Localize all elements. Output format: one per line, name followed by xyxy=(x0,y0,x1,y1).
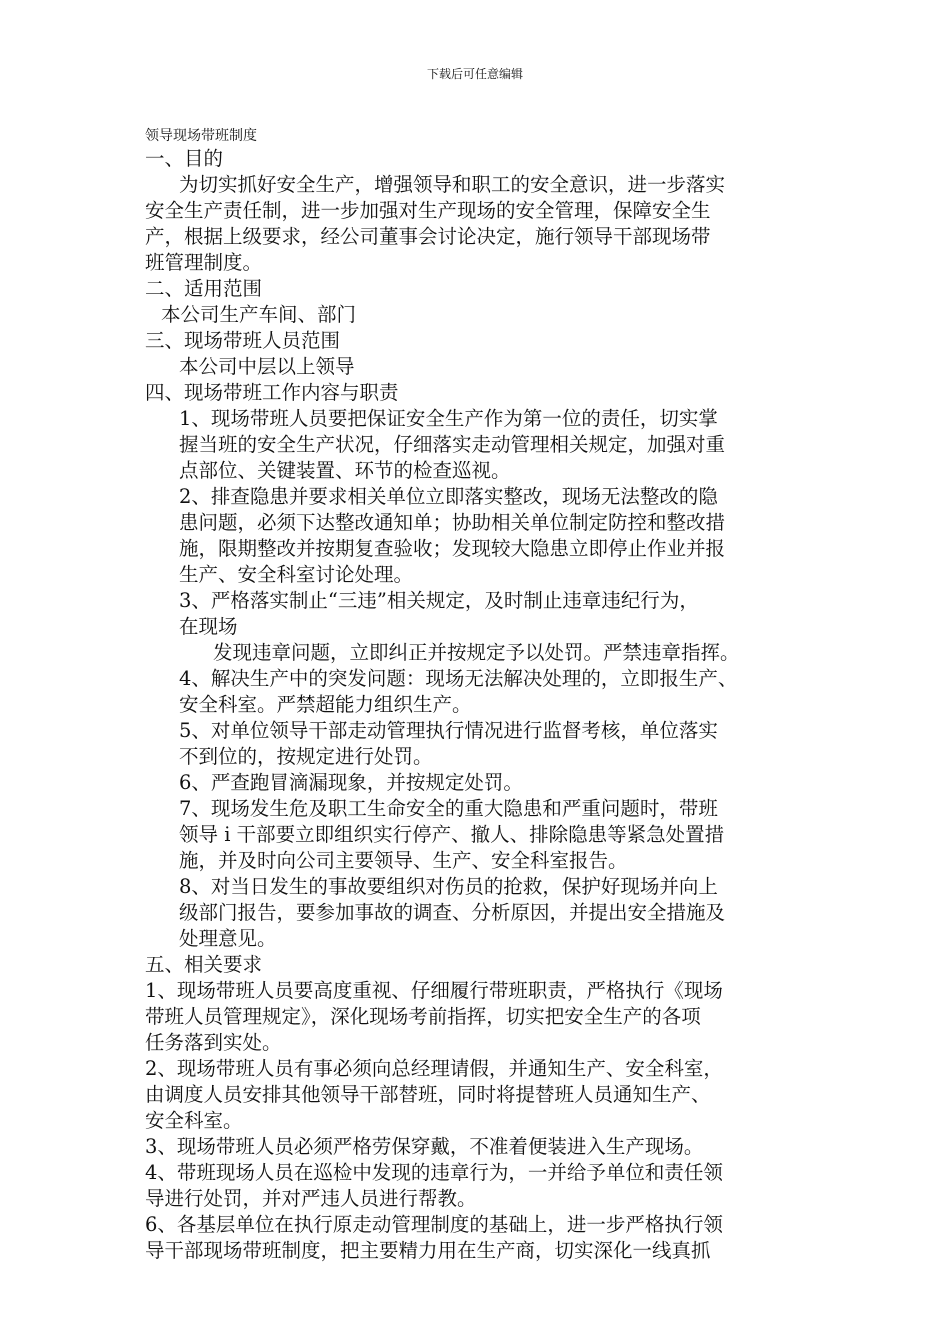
document-line: 班管理制度。 xyxy=(145,251,263,274)
document-line: 二、适用范围 xyxy=(145,277,263,300)
document-line: 握当班的安全生产状况，仔细落实走动管理相关规定，加强对重 xyxy=(179,433,726,456)
document-line: 7、现场发生危及职工生命安全的重大隐患和严重问题时，带班 xyxy=(179,797,718,820)
document-title: 领导现场带班制度 xyxy=(145,128,257,144)
document-line: 1、现场带班人员要高度重视、仔细履行带班职责，严格执行《现场 xyxy=(145,979,723,1002)
document-line: 带班人员管理规定》，深化现场考前指挥，切实把安全生产的各项 xyxy=(145,1005,701,1028)
document-line: 3、现场带班人员必须严格劳保穿戴，不准着便装进入生产现场。 xyxy=(145,1135,704,1158)
document-line: 5、对单位领导干部走动管理执行情况进行监督考核，单位落实 xyxy=(179,719,718,742)
document-line: 3、严格落实制止“三违”相关规定，及时制止违章违纪行为， xyxy=(179,589,699,612)
document-line: 6、各基层单位在执行原走动管理制度的基础上，进一步严格执行领 xyxy=(145,1213,723,1236)
document-line: 级部门报告，要参加事故的调查、分析原因，并提出安全措施及 xyxy=(179,901,726,924)
document-line: 五、相关要求 xyxy=(145,953,263,976)
document-line: 由调度人员安排其他领导干部替班，同时将提替班人员通知生产、 xyxy=(145,1083,711,1106)
document-line: 点部位、关键装置、环节的检查巡视。 xyxy=(179,459,511,482)
document-line: 在现场 xyxy=(179,615,238,638)
document-line: 导干部现场带班制度，把主要精力用在生产商，切实深化一线真抓 xyxy=(145,1239,711,1262)
document-line: 安全生产责任制，进一步加强对生产现场的安全管理，保障安全生 xyxy=(145,199,711,222)
document-line: 生产、安全科室讨论处理。 xyxy=(179,563,414,586)
document-line: 8、对当日发生的事故要组织对伤员的抢救，保护好现场并向上 xyxy=(179,875,718,898)
document-line: 患问题，必须下达整改通知单；协助相关单位制定防控和整改措 xyxy=(179,511,726,534)
document-line: 4、解决生产中的突发问题：现场无法解决处理的，立即报生产、 xyxy=(179,667,738,690)
document-line: 本公司中层以上领导 xyxy=(179,355,355,378)
document-line: 处理意见。 xyxy=(179,927,277,950)
page-header: 下载后可任意编辑 xyxy=(426,67,523,81)
document-body xyxy=(145,146,817,1264)
document-line: 2、现场带班人员有事必须向总经理请假，并通知生产、安全科室， xyxy=(145,1057,723,1080)
document-line: 领导 i 干部要立即组织实行停产、撤人、排除隐患等紧急处置措 xyxy=(179,823,725,846)
document-line: 6、严查跑冒滴漏现象，并按规定处罚。 xyxy=(179,771,523,794)
document-line: 安全科室。 xyxy=(145,1109,243,1132)
document-line: 4、带班现场人员在巡检中发现的违章行为，一并给予单位和责任领 xyxy=(145,1161,723,1184)
document-line: 产，根据上级要求，经公司董事会讨论决定，施行领导干部现场带 xyxy=(145,225,711,248)
document-line: 导进行处罚，并对严违人员进行帮教。 xyxy=(145,1187,477,1210)
document-line: 施，限期整改并按期复查验收；发现较大隐患立即停止作业并报 xyxy=(179,537,726,560)
document-line: 三、现场带班人员范围 xyxy=(145,329,341,352)
document-line: 本公司生产车间、部门 xyxy=(161,303,357,326)
document-line: 一、目的 xyxy=(145,147,224,170)
document-line: 施，并及时向公司主要领导、生产、安全科室报告。 xyxy=(179,849,628,872)
document-line: 为切实抓好安全生产，增强领导和职工的安全意识，进一步落实 xyxy=(179,173,726,196)
document-line: 1、现场带班人员要把保证安全生产作为第一位的责任，切实掌 xyxy=(179,407,718,430)
document-line: 不到位的，按规定进行处罚。 xyxy=(179,745,433,768)
document-line: 安全科室。严禁超能力组织生产。 xyxy=(179,693,472,716)
document-line: 四、现场带班工作内容与职责 xyxy=(145,381,399,404)
document-line: 2、排查隐患并要求相关单位立即落实整改，现场无法整改的隐 xyxy=(179,485,718,508)
document-line: 任务落到实处。 xyxy=(145,1031,282,1054)
document-line: 发现违章问题，立即纠正并按规定予以处罚。严禁违章指挥。 xyxy=(213,641,740,664)
